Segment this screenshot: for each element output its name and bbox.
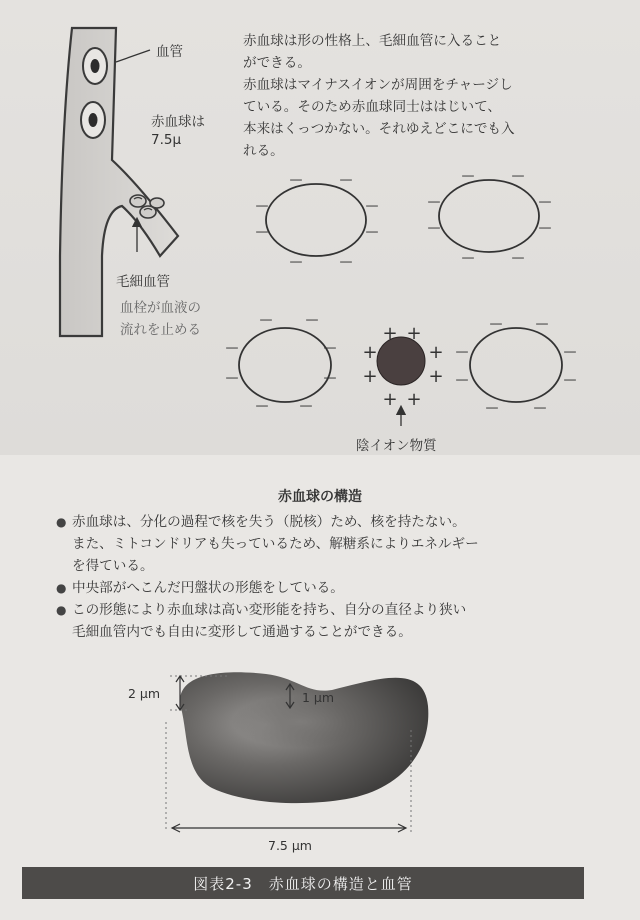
bullet-line: 毛細血管内でも自由に変形して通過することができる。 [72, 624, 412, 640]
bullet-line: を得ている。 [72, 558, 154, 574]
bullet-line: 中央部がへこんだ円盤状の形態をしている。 [72, 580, 344, 596]
vessel-leader-line [116, 50, 150, 62]
positive-charge-sign: + [362, 342, 378, 363]
negative-charge-sign: — [323, 340, 337, 356]
rbc-size-label-1: 赤血球は [151, 114, 205, 130]
negative-charge-sign: — [289, 172, 303, 188]
negative-charge-sign: — [225, 370, 239, 386]
dim-1um-label: 1 μm [302, 690, 335, 705]
bullet-text [72, 577, 344, 599]
negative-charge-sign: — [427, 194, 441, 210]
negative-charge-sign: — [538, 194, 552, 210]
rbc-circle-top-right [439, 180, 539, 252]
caption-text: 図表2-3 赤血球の構造と血管 [193, 875, 413, 893]
bullet-item [56, 511, 596, 577]
negative-charge-sign: — [461, 250, 475, 266]
intro-paragraph [243, 30, 588, 162]
charge-diagram [239, 180, 562, 426]
negative-charge-sign: — [511, 250, 525, 266]
negative-charge-sign: — [339, 172, 353, 188]
rbc-size-label-2: 7.5μ [151, 132, 182, 148]
rbc-dimple [232, 696, 368, 748]
intro-line-4: ている。そのため赤血球同士ははじいて、 [243, 99, 502, 115]
caption-bar [22, 867, 584, 899]
intro-line-6: れる。 [243, 143, 284, 159]
negative-charge-sign: — [365, 224, 379, 240]
negative-charge-sign: — [563, 372, 577, 388]
positive-charge-sign: + [382, 323, 398, 344]
intro-line-1: 赤血球は形の性格上、毛細血管に入ること [243, 33, 502, 49]
negative-charge-sign: — [533, 400, 547, 416]
rbc-circle-top-left [266, 184, 366, 256]
bullet-text [72, 599, 466, 643]
positive-charge-sign: + [428, 342, 444, 363]
negative-charge-sign: — [305, 312, 319, 328]
negative-charge-sign: — [427, 220, 441, 236]
rbc-circle-bottom-left [239, 328, 331, 402]
bullet-line: この形態により赤血球は高い変形能を持ち、自分の直径より狭い [72, 602, 467, 618]
negative-charge-sign: — [255, 398, 269, 414]
bullet-text [72, 511, 479, 577]
dim-diameter-label: 7.5 μm [268, 838, 312, 853]
negative-charge-sign: — [461, 168, 475, 184]
bullet-item [56, 599, 596, 643]
negative-charge-sign: — [455, 344, 469, 360]
vessel-label: 血管 [156, 44, 183, 60]
negative-charge-sign: — [489, 316, 503, 332]
negative-charge-sign: — [259, 312, 273, 328]
bullet-item [56, 577, 596, 599]
bullet-line: また、ミトコンドリアも失っているため、解糖系によりエネルギー [72, 536, 479, 552]
negative-charge-sign: — [339, 254, 353, 270]
negative-charge-sign: — [563, 344, 577, 360]
negative-charge-sign: — [365, 198, 379, 214]
intro-line-5: 本来はくっつかない。それゆえどこにでも入 [243, 121, 515, 137]
positive-charge-sign: + [428, 366, 444, 387]
bullet-dot: ● [56, 581, 67, 595]
rbc-in-vessel-2 [81, 102, 105, 138]
anion-particle [377, 337, 425, 385]
negative-charge-sign: — [255, 224, 269, 240]
dim-2um-label: 2 μm [128, 686, 161, 701]
negative-charge-sign: — [225, 340, 239, 356]
positive-charge-sign: + [382, 389, 398, 410]
bullet-dot: ● [56, 515, 67, 529]
capillary-label: 毛細血管 [116, 274, 170, 290]
positive-charge-sign: + [362, 366, 378, 387]
positive-charge-sign: + [406, 323, 422, 344]
positive-charge-sign: + [406, 389, 422, 410]
negative-charge-sign: — [455, 372, 469, 388]
bullet-dot: ● [56, 603, 67, 617]
negative-charge-sign: — [535, 316, 549, 332]
intro-line-2: ができる。 [243, 55, 311, 71]
negative-charge-sign: — [511, 168, 525, 184]
structure-bullets [56, 511, 596, 643]
clot-note-2: 流れを止める [120, 322, 201, 338]
anion-label: 陰イオン物質 [356, 438, 437, 454]
rbc-circle-bottom-right [470, 328, 562, 402]
intro-line-3: 赤血球はマイナスイオンが周囲をチャージし [243, 77, 513, 93]
clot-note-1: 血栓が血液の [120, 300, 201, 316]
rbc-figure [166, 672, 428, 832]
bullet-line: 赤血球は、分化の過程で核を失う（脱核）ため、核を持たない。 [72, 514, 466, 530]
negative-charge-sign: — [323, 370, 337, 386]
negative-charge-sign: — [485, 400, 499, 416]
structure-title: 赤血球の構造 [278, 489, 362, 505]
negative-charge-sign: — [538, 220, 552, 236]
negative-charge-sign: — [289, 254, 303, 270]
negative-charge-sign: — [299, 398, 313, 414]
rbc-in-vessel-1 [83, 48, 107, 84]
negative-charge-sign: — [255, 198, 269, 214]
